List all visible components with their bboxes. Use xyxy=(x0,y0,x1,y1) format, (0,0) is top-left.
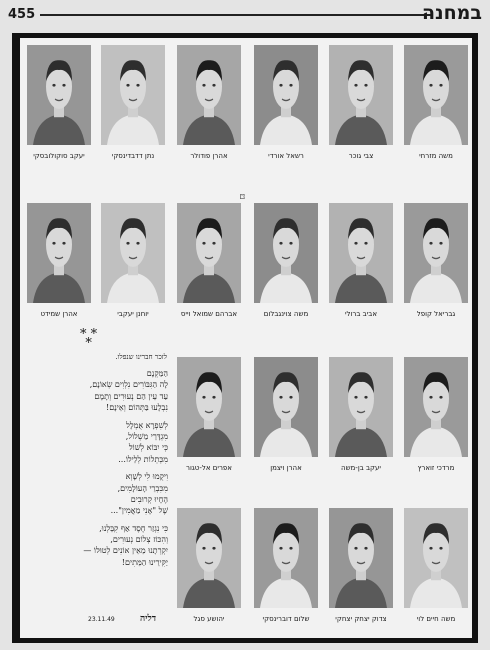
portrait-photo xyxy=(254,203,318,303)
header-rule xyxy=(40,14,432,16)
portrait-photo xyxy=(177,45,241,145)
poem-line: הֶחָיוּ קְרוּבִים xyxy=(130,494,168,504)
portrait-photo xyxy=(404,45,468,145)
portrait-caption: גבריאל קופל xyxy=(416,310,456,318)
portrait-caption: יעקב סוקולובסקי xyxy=(33,152,85,160)
poem-line: וִיקֻמוּ לִי לְשָׁוְא xyxy=(125,472,168,482)
poem-line: מִכִּבְרֵי הָעוֹלָמִים, xyxy=(117,483,168,493)
poem-signature: דליה xyxy=(140,614,157,624)
portrait-photo xyxy=(27,45,91,145)
portrait-caption: אהרן ויצמן xyxy=(270,464,302,472)
portrait-photo xyxy=(329,45,393,145)
portrait-caption: שלום דוברינסקי xyxy=(262,615,310,623)
portrait-caption: אפרים אל-טגור xyxy=(186,464,232,472)
poem-line: מִכְּתְלוֹת לְלֵילוֹ... xyxy=(118,454,168,464)
portrait-photo xyxy=(254,45,318,145)
portrait-photo xyxy=(254,508,318,608)
portrait-photo xyxy=(177,508,241,608)
poem-line: לְשִׁפְרָא אֻמְלָל xyxy=(126,420,168,430)
portrait-caption: מרדכי זוארץ xyxy=(417,464,455,472)
portrait-photo xyxy=(404,203,468,303)
portrait-photo xyxy=(101,203,165,303)
portrait-photo xyxy=(177,357,241,457)
poem-line: שֶׁל "אָנִי מַאֲמִין"... xyxy=(110,506,168,516)
portrait-caption: יעקב בן-משה xyxy=(341,464,381,472)
poem-line: מִגְדָּרֵי מַשְׁלוֹל, xyxy=(125,431,168,441)
portrait-photo xyxy=(404,357,468,457)
poem-line: וְהִכּוֹז צְלוֹם נְעוּרִים, xyxy=(110,535,168,545)
poem-line: כִּי נִגְזַר חֶסֶד אַף קִבֵּלְנוּ, xyxy=(99,523,168,533)
poem-line: עַד עֵין הַם נְעוּרִים וְתָמָם xyxy=(94,391,168,401)
portrait-photo xyxy=(254,357,318,457)
masthead: במחנה xyxy=(421,2,482,24)
portrait-caption: יוחנן יעקבי xyxy=(117,310,149,318)
stars-ornament: * * * xyxy=(80,327,98,351)
portrait-caption: צדוק יצחק יצחקי xyxy=(335,615,387,623)
portrait-caption: אהרן שמידט xyxy=(40,310,78,318)
poem-line: כְּי יִבּוֹא לְשׁוֹל xyxy=(128,443,168,453)
portrait-caption: רשאל אורדי xyxy=(268,152,304,160)
portrait-caption: משה מזרחי xyxy=(419,152,453,160)
poem-line: נִבְלָעוּ בַּתְּהוֹם וְאֵינָם! xyxy=(106,403,168,413)
portrait-caption: משה חיים לוי xyxy=(416,615,456,623)
poem-line: יַקִּירֵינוּ הַמֵּתִים! xyxy=(121,557,168,567)
divider-ornament: ⌑ xyxy=(240,193,245,203)
poem-dedication: לזכר חברינו שנפלו. xyxy=(115,353,167,361)
portrait-caption: משה צוינגבלום xyxy=(263,310,309,318)
portrait-photo xyxy=(329,203,393,303)
portrait-caption: יהושע סגל xyxy=(193,615,225,623)
portrait-photo xyxy=(27,203,91,303)
portrait-caption: נתן דדבדינסקי xyxy=(111,152,155,160)
portrait-caption: אביב ברולי xyxy=(344,310,377,318)
poem-date: 23.11.49 xyxy=(88,616,115,623)
poem-line: הַמַּקְנָם xyxy=(146,369,168,378)
poem-line: יִקְרְתָנוּ מֵאֵין אוֹנִים לְטוּלוֹ — xyxy=(83,546,168,556)
portrait-caption: צבי גוכר xyxy=(348,152,374,160)
portrait-photo xyxy=(177,203,241,303)
page-number: 455 xyxy=(8,7,36,22)
portrait-caption: אהרן פודולר xyxy=(190,152,228,160)
portrait-photo xyxy=(404,508,468,608)
portrait-photo xyxy=(329,508,393,608)
memorial-poem xyxy=(28,368,168,568)
portrait-photo xyxy=(329,357,393,457)
poem-line: לָה הַגִּבּוֹרִים נִלְוִים שְׂאוֹנָם, xyxy=(89,380,168,390)
portrait-photo xyxy=(101,45,165,145)
portrait-caption: אברהם שמואל וייס xyxy=(180,310,238,318)
